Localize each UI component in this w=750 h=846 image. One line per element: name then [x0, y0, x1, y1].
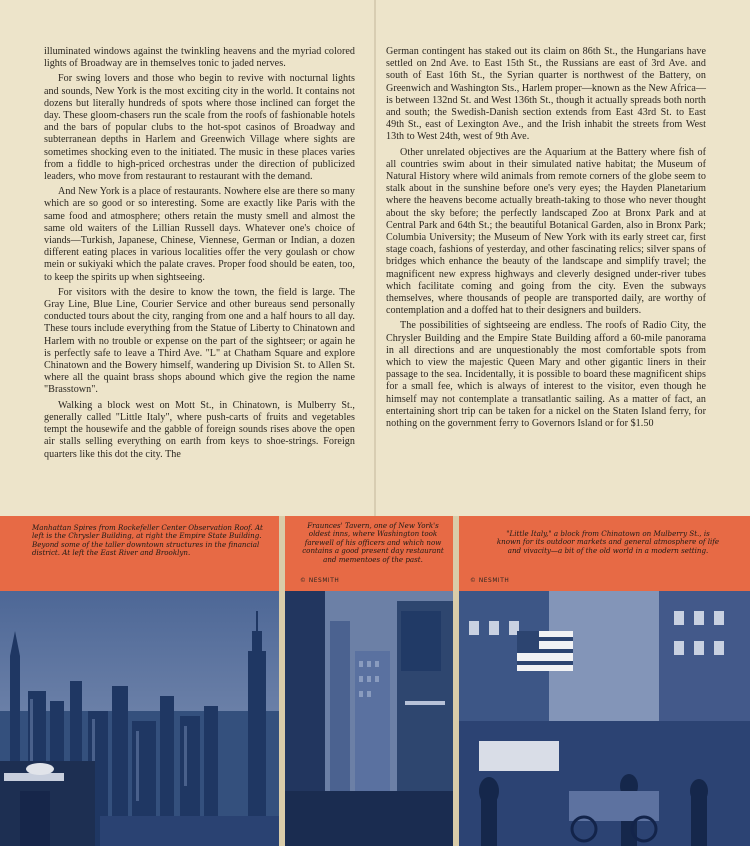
paragraph: German contingent has staked out its claim on 86th St., the Hungarians have settled on 2nd Ave. to East 15th St., the Russians are east of 3rd Ave. and south of East 16th St., the Syrian quarter is northwest of the Battery, on Greenwich and Washington Sts., Harlem proper—known as the New Africa—is between 132nd St. and West 136th St., though it actually spreads both north and south; the Swedish-Danish section extends from East 43rd St. to East 49th St., east of Lexington Ave., and the Irish inhabit the streets from West 13th to West 24th, west of 9th Ave. [386, 46, 706, 143]
little-italy-market-photo [459, 591, 750, 846]
caption-left: Manhattan Spires from Rockefeller Center Observation Roof. At left is the Chrysler Building, at right the Empire State Building. Beyond some of the taller downtown structures in the financial district. At left the East River and Brooklyn. [32, 523, 263, 558]
paragraph: Other unrelated objectives are the Aquarium at the Battery where fish of all countries swim about in their simulated native habitat; the Museum of Natural History where wild animals from remote corners of the globe seem to stalk about in the sunshine before one's very eyes; the Hayden Planetarium where the heavens become actually breath-taking to those who never thought about the sky before; the perfectly landscaped Zoo at Bronx Park and at Central Park and 64th St.; the beautiful Botanical Garden, also in Bronx Park; Columbia University; the Museum of New York with its early street car, first stage coach, fashions of yesterday, and other fascinating relics; silver spans of bridges which enhance the beauty of the landscape and simplify travel; the magnificent new express highways and cleverly designed under-river tubes which facilitate coming and going from the city. Even the subways themselves, where thousands of people are transported daily, are worthy of contemplation and a doffed hat to their designers and builders. [386, 146, 706, 317]
caption-right-box [470, 516, 720, 591]
paragraph: Walking a block west on Mott St., in Chinatown, is Mulberry St., generally called "Little Italy", where push-carts of fruits and vegetables tempt the housewife and the gabble of foreign sounds rises above the open air stalls selling everything on earth from keys to shoe-strings. Foreign quarters like this dot the city. The [44, 399, 355, 460]
right-text-column [386, 46, 706, 433]
skyline-photo [0, 591, 279, 846]
paragraph: For swing lovers and those who begin to revive with nocturnal lights and sounds, New York is the most exciting city in the world. It contains not dozens but literally hundreds of spots where those inclined can forget the day. These gloom-chasers run the scale from the roofs of fashionable hotels and the bars of popular clubs to the hot-spot casinos of Broadway and subterranean depths in Harlem and Greenwich Village where sights are sometimes shocking even to the initiated. The music in these places varies from a fiddle to high-priced orchestras under the direction of publicized leaders, who move from restaurant to restaurant with the demand. [44, 73, 355, 183]
paragraph: For visitors with the desire to know the town, the field is large. The Gray Line, Blue Line, Courier Service and other bureaus send personally conducted tours about the city, ranging from one and a half hours to all day. These tours include everything from the Statue of Liberty to Chinatown and Harlem with no trouble or expense on the part of the sightseer; or again he is perfectly safe to leave a Third Ave. "L" at Chatham Square and explore Chinatown and the Bowery himself, wandering up Division St. to Allen St. where all the quaint brass shops abound which give the region the name "Brasstown". [44, 286, 355, 396]
caption-left-box [32, 516, 272, 591]
paragraph: illuminated windows against the twinkling heavens and the myriad colored lights of Broadway are in themselves tonic to jaded nerves. [44, 46, 355, 70]
paragraph: And New York is a place of restaurants. Nowhere else are there so many which are so good or so interesting. Some are exactly like Paris with the same food and atmosphere; others retain the musty smell and almost the same old waiters of the Lillian Russell days. Whatever one's choice of viands—Turkish, Japanese, Chinese, Viennese, German or Indian, a dozen different eating places in various localities offer the very goulash or chow mein or sukiyaki which the palate craves. Proper food should be eaten, too, to keep the spirits up when sightseeing. [44, 186, 355, 283]
photo-credit-middle: © NESMITH [300, 578, 340, 584]
left-text-column [44, 46, 355, 464]
caption-right: "Little Italy," a block from Chinatown on Mulberry St., is known for its outdoor markets and general atmosphere of life and vivacity—a bit of the old world in a modern setting. [496, 529, 720, 555]
caption-middle-box [298, 516, 448, 591]
photo-credit-right: © NESMITH [470, 578, 510, 584]
paragraph: The possibilities of sightseeing are endless. The roofs of Radio City, the Chrysler Building and the Empire State Building afford a 60-mile panorama in all directions and are unquestionably the most comfortable spots from which to view the majestic Queen Mary and other gigantic liners in their passage to the sea. Incidentally, it is possible to board these magnificent ships for a small fee, which is always of interest to the visitor, even though he himself may not contemplate a transatlantic sailing. As a matter of fact, an entertaining short trip can be taken for a nickel on the Staten Island ferry, for nothing on the government ferry to Governors Island or for $1.50 [386, 320, 706, 430]
tavern-street-photo [285, 591, 453, 846]
caption-middle: Fraunces' Tavern, one of New York's oldest inns, where Washington took farewell of his officers and which now contains a good present day restaurant and mementoes of the past. [302, 521, 444, 564]
